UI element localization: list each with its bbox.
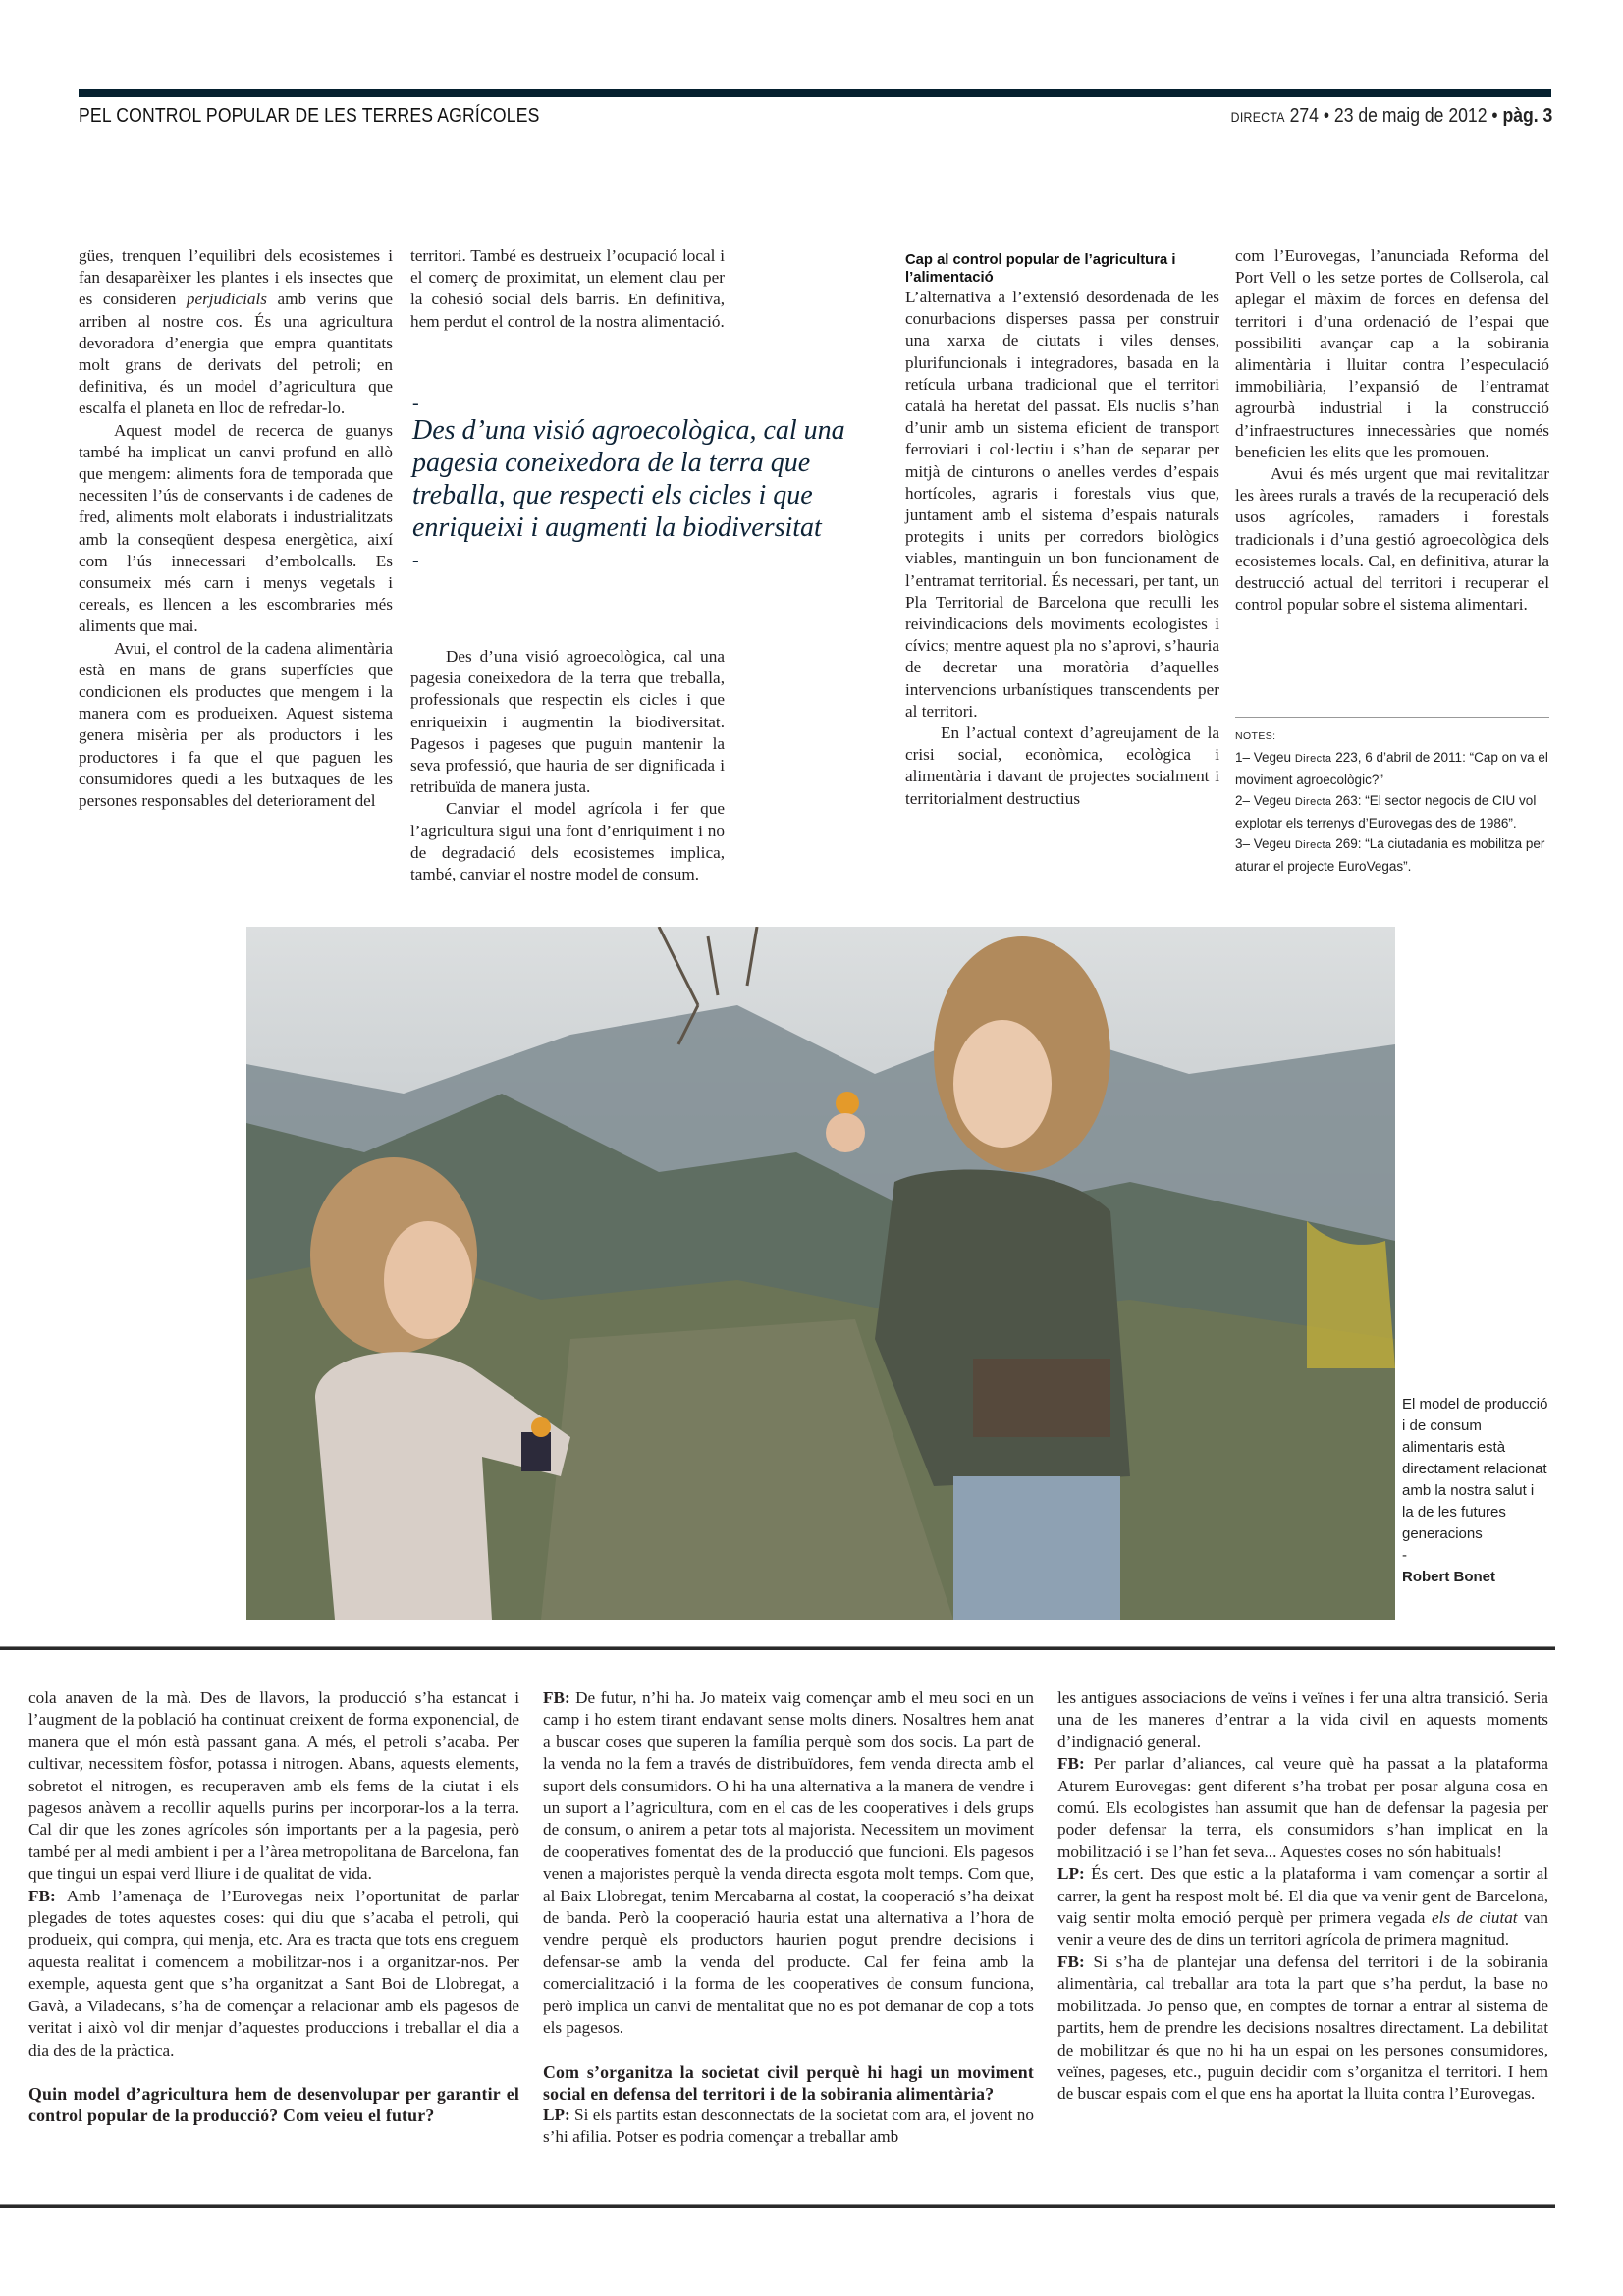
publication-ref: Directa [1294, 796, 1332, 808]
text-run: amb verins que arriben al nostre cos. És una agricultura devoradora d’energia que empra quantitats molt grans de derivats del petroli; en definitiva, és un model d’agricultura que escalfa el planeta en lloc de refredar-lo. [79, 290, 393, 418]
footnotes [1235, 726, 1559, 877]
article-column-1 [79, 245, 393, 812]
paragraph: com l’Eurovegas, l’anunciada Reforma del Port Vell o les setze portes de Collserola, cal aplegar el màxim de forces en defensa del territori i d’una ordenació de l’espai que possibiliti avançar cap a la sobirania alimentària i lluitar contra l’especulació immobiliària, l’expansió de l’entramat agrourbà industrial i la construcció d’infraestructures innecessàries que només beneficien les elits que les promouen. [1235, 246, 1549, 461]
emphasis: perjudicials [186, 290, 267, 309]
paragraph: L’alternativa a l’extensió desordenada de les conurbacions disperses passa per construir una xarxa de ciutats i viles denses, plurifuncionals i integradores, basada en la retícula urbana tradicional que el territori català ha heretat del passat. Els nuclis s’han d’unir amb un sistema eficient de transport ferroviari i col·lectiu i s’han de separar per mitjà de cinturons o anelles verdes d’espais hortícoles, agraris i forestals vius que, juntament amb el sistema d’espais naturals protegits i units per corredors biològics viables, mantinguin un bon funcionament de l’entramat territorial. És necessari, per tant, un Pla Territorial de Barcelona que reculli les reivindicacions dels moviments ecologistes i cívics; mentre aquest pla no s’aprovi, s’hauria de decretar una moratòria d’aquelles intervencions urbanístiques transcendents per al territori. [905, 288, 1219, 721]
subheading: Cap al control popular de l’agricultura i l’alimentació [905, 252, 1176, 286]
text-run: gües, trenquen l’equilibri dels ecosistemes i fan desaparèixer les plantes i els insectes que es consideren [79, 246, 393, 309]
emphasis: els de ciutat [1431, 1908, 1518, 1928]
paragraph: territori. També es destrueix l’ocupació local i el comerç de proximitat, un element clau per la cohesió social dels barris. En definitiva, hem perdut el control de la nostra alimentació. [410, 246, 725, 331]
page-number: pàg. 3 [1502, 105, 1552, 127]
text-run: Si s’ha de plantejar una defensa del territori i de la sobirania alimentària, cal treballar ara tota la part que s’ha perdut, la base no mobilitzada. Jo penso que, en comptes de tornar a entrar al sistema de partits, hem de prendre les decisions nosaltres directament. La debilitat de mobilitzar és que no hi ha un espai on les persones consumidores, veïnes, pageses, etc., puguin decidir com s’organitza el territori. I hem de buscar espais com el que ens ha aportat la lluita contra l’Eurovegas. [1057, 1951, 1548, 2104]
text-run: 1– Vegeu [1235, 750, 1295, 765]
separator: • [1323, 105, 1329, 127]
footnote-item [1235, 747, 1559, 790]
issue-date: 23 de maig de 2012 [1333, 105, 1488, 127]
footnote-item [1235, 833, 1559, 877]
pull-quote-text: Des d’una visió agroecològica, cal una pagesia coneixedora de la terra que treballa, que respecti els cicles i que enriqueixi i augmenti la biodiversitat [412, 415, 845, 543]
publication-ref: Directa [1294, 839, 1332, 851]
text-run: 263: “El sector negocis de CIU vol explotar els terrenys d’Eurovegas des de 1986”. [1235, 793, 1537, 830]
section-divider [0, 1646, 1555, 1650]
caption-text: El model de producció i de consum alimentaris està directament relacionat amb la nostra salut i la de les futures generacions [1402, 1396, 1548, 1542]
publication-ref: Directa [1294, 753, 1332, 765]
paragraph: les antigues associacions de veïns i veïnes i fer una altra transició. Seria una de les maneres d’entrar a la vida civil en aquests moments d’indignació general. [1057, 1688, 1548, 1751]
text-run: 223, 6 d’abril de 2011: “Cap on va el moviment agroecològic?” [1235, 750, 1548, 787]
paragraph: Canviar el model agrícola i fer que l’agricultura sigui una font d’enriquiment i no de degradació dels ecosistemes implica, també, canviar el nostre model de consum. [410, 799, 725, 884]
header-top-bar [79, 89, 1551, 97]
paragraph [1057, 1863, 1548, 1951]
paragraph [28, 1886, 519, 2061]
speaker-label: LP: [1057, 1864, 1085, 1884]
paragraph: Des d’una visió agroecològica, cal una pagesia coneixedora de la terra que treballa, professionals que respectin els cicles i que enriqueixin i augmentin la biodiversitat. Pagesos i pageses que puguin mantenir la seva professió, que hauria de ser dignificada i retribuïda de manera justa. [410, 647, 725, 797]
article-column-3 [905, 251, 1219, 810]
speaker-label: LP: [543, 2105, 570, 2124]
paragraph: Avui és més urgent que mai revitalitzar les àrees rurals a través de la recuperació dels usos agrícoles, ramaders i forestals tradicionals i d’una gestió agroecològica dels ecosistemes locals. Cal, en definitiva, aturar la destrucció actual del territori i recuperar el control popular sobre el sistema alimentari. [1235, 464, 1549, 614]
separator: • [1491, 105, 1498, 127]
paragraph: cola anaven de la mà. Des de llavors, la producció s’ha estancat i l’augment de la població ha continuat creixent de forma exponencial, de manera que el món està passant gana. A més, el petroli s’acaba. Per cultivar, necessitem fòsfor, potassa i nitrogen. Abans, aquests elements, sobretot el nitrogen, es recuperaven amb els fems de la ciutat i els pagesos anàvem a recollir aquells purins per incorporar-los a la terra. Cal dir que les zones agrícoles són importants per a la pagesia, però també per al medi ambient i per a l’àrea metropolitana de Barcelona, fan que tingui un espai verd lliure i de qualitat de vida. [28, 1688, 519, 1884]
photo-illustration [246, 927, 1395, 1620]
paragraph: Avui, el control de la cadena alimentària està en mans de grans superfícies que condicionen els productes que mengem i la manera com es produeixen. Aquest sistema genera misèria per als productors i les productores i fa que el que paguen les consumidores quedi a les butxaques de les persones responsables del deteriorament del [79, 638, 393, 811]
paragraph: Aquest model de recerca de guanys també ha implicat un canvi profund en allò que mengem: aliments fora de temporada que necessiten l’ús de conservants i de cadenes de fred, aliments molt elaborats i industrialitzats amb la conseqüent despesa energètica, així com l’ús innecessari d’embolcalls. Es consumeix més carn i menys vegetals i cereals, es llencen a les escombraries més aliments que mai. [79, 420, 393, 636]
pull-quote-dash: - [412, 393, 419, 414]
speaker-label: FB: [28, 1886, 56, 1905]
interview-column-3 [1057, 1687, 1548, 2106]
speaker-label: FB: [1057, 1754, 1085, 1774]
bottom-divider [0, 2204, 1555, 2208]
article-column-2-continued [410, 646, 725, 885]
text-run: És cert. Des que estic a la plataforma i vam començar a sortir al carrer, la gent ha respost molt bé. El dia que va venir gent de Barcelona, vaig sentir molta emoció perquè per primera vegada [1057, 1864, 1548, 1928]
issue-number: 274 [1289, 105, 1319, 127]
text-run: van venir a veure des de dins un territori agrícola de primera magnitud. [1057, 1908, 1548, 1949]
footnote-item [1235, 790, 1559, 833]
text-run: Amb l’amenaça de l’Eurovegas neix l’oportunitat de parlar plegades de totes aquestes coses: qui diu que s’acaba el petroli, qui produeix, qui compra, qui menja, etc. Ara es tracta que tots ens creguem aquesta realitat i comencem a mobilitzar-nos i a organitzar-nos. Per exemple, aquesta gent que s’ha organitzat a Sant Boi de Llobregat, a Gavà, a Viladecans, s’ha de començar a relacionar amb els pagesos de veritat i això vol dir menjar d’aquestes produccions i treballar el dia a dia des de la pràctica. [28, 1886, 519, 2059]
interview-question: Com s’organitza la societat civil perquè hi hagi un moviment social en defensa del territori i de la sobirania alimentària? [543, 2061, 1034, 2104]
notes-label: NOTES: [1235, 730, 1276, 742]
page-info [1230, 105, 1552, 128]
paragraph [543, 1687, 1034, 2040]
notes-divider [1235, 717, 1549, 718]
speaker-label: FB: [1057, 1951, 1085, 1971]
article-column-4 [1235, 245, 1549, 615]
photo-credit: Robert Bonet [1402, 1569, 1495, 1585]
publication-name: DIRECTA [1230, 109, 1285, 125]
text-run: De futur, n’hi ha. Jo mateix vaig començar amb el meu soci en un camp i ho estem tirant endavant sense molts diners. Nosaltres hem anat a buscar coses que superen la família perquè som dos socis. La part de la venda no la fem a través de distribuïdores, fem venda directa amb el suport dels consumidors. O hi ha una alternativa a la manera de vendre i un suport a l’agricultura, com en el cas de les cooperatives i dels grups de consum, o anirem a petar tots al majorista. Necessitem un moviment de cooperatives fomentat des de la producció que funcioni. Els pagesos venen a majoristes perquè la venda directa esgota molt temps. Com que, al Baix Llobregat, tenim Mercabarna al costat, la cooperació s’ha deixat de banda. Però la cooperació hauria estat una alternativa a l’hora de vendre perquè els productors haurien pogut prendre decisions i defensar-se amb la venda del producte. Cal fer feina amb la comercialització i la forma de les cooperatives de consum funciona, però implica un canvi de mentalitat que no es pot demanar de cop a tots els pagesos. [543, 1688, 1034, 2038]
paragraph [1057, 1951, 1548, 2106]
text-run: 3– Vegeu [1235, 836, 1295, 851]
interview-column-2 [543, 1687, 1034, 2148]
paragraph [1057, 1753, 1548, 1863]
interview-question: Quin model d’agricultura hem de desenvolupar per garantir el control popular de la producció? Com veieu el futur? [28, 2083, 519, 2125]
paragraph [543, 2105, 1034, 2149]
photo-caption [1402, 1394, 1549, 1588]
section-title: PEL CONTROL POPULAR DE LES TERRES AGRÍCOLES [79, 105, 540, 127]
article-column-2 [410, 245, 725, 333]
text-run: Si els partits estan desconnectats de la societat com ara, el jovent no s’hi afilia. Potser es podria començar a treballar amb [543, 2105, 1034, 2146]
text-run: 2– Vegeu [1235, 793, 1295, 808]
text-run: Per parlar d’aliances, cal veure què ha passat a la plataforma Aturem Eurovegas: gent diferent s’ha trobat per posar alguna cosa en comú. Els ecologistes han assumit que han de defensar la pagesia per poder defensar la terra, els consumidors s’han implicat en la mobilització i se l’han fet seva... Aquestes coses no són habituals! [1057, 1754, 1548, 1861]
speaker-label: FB: [543, 1688, 570, 1707]
interview-column-1 [28, 1687, 519, 2126]
article-photo [246, 927, 1395, 1620]
paragraph: En l’actual context d’agreujament de la crisi social, econòmica, ecològica i alimentària i davant de projectes socialment i territorialment destructius [905, 723, 1219, 808]
pull-quote [412, 393, 884, 571]
text-run: 269: “La ciutadania es mobilitza per aturar el projecte EuroVegas”. [1235, 836, 1545, 874]
pull-quote-dash: - [412, 550, 419, 571]
paragraph [79, 245, 393, 420]
caption-dash: - [1402, 1547, 1407, 1564]
